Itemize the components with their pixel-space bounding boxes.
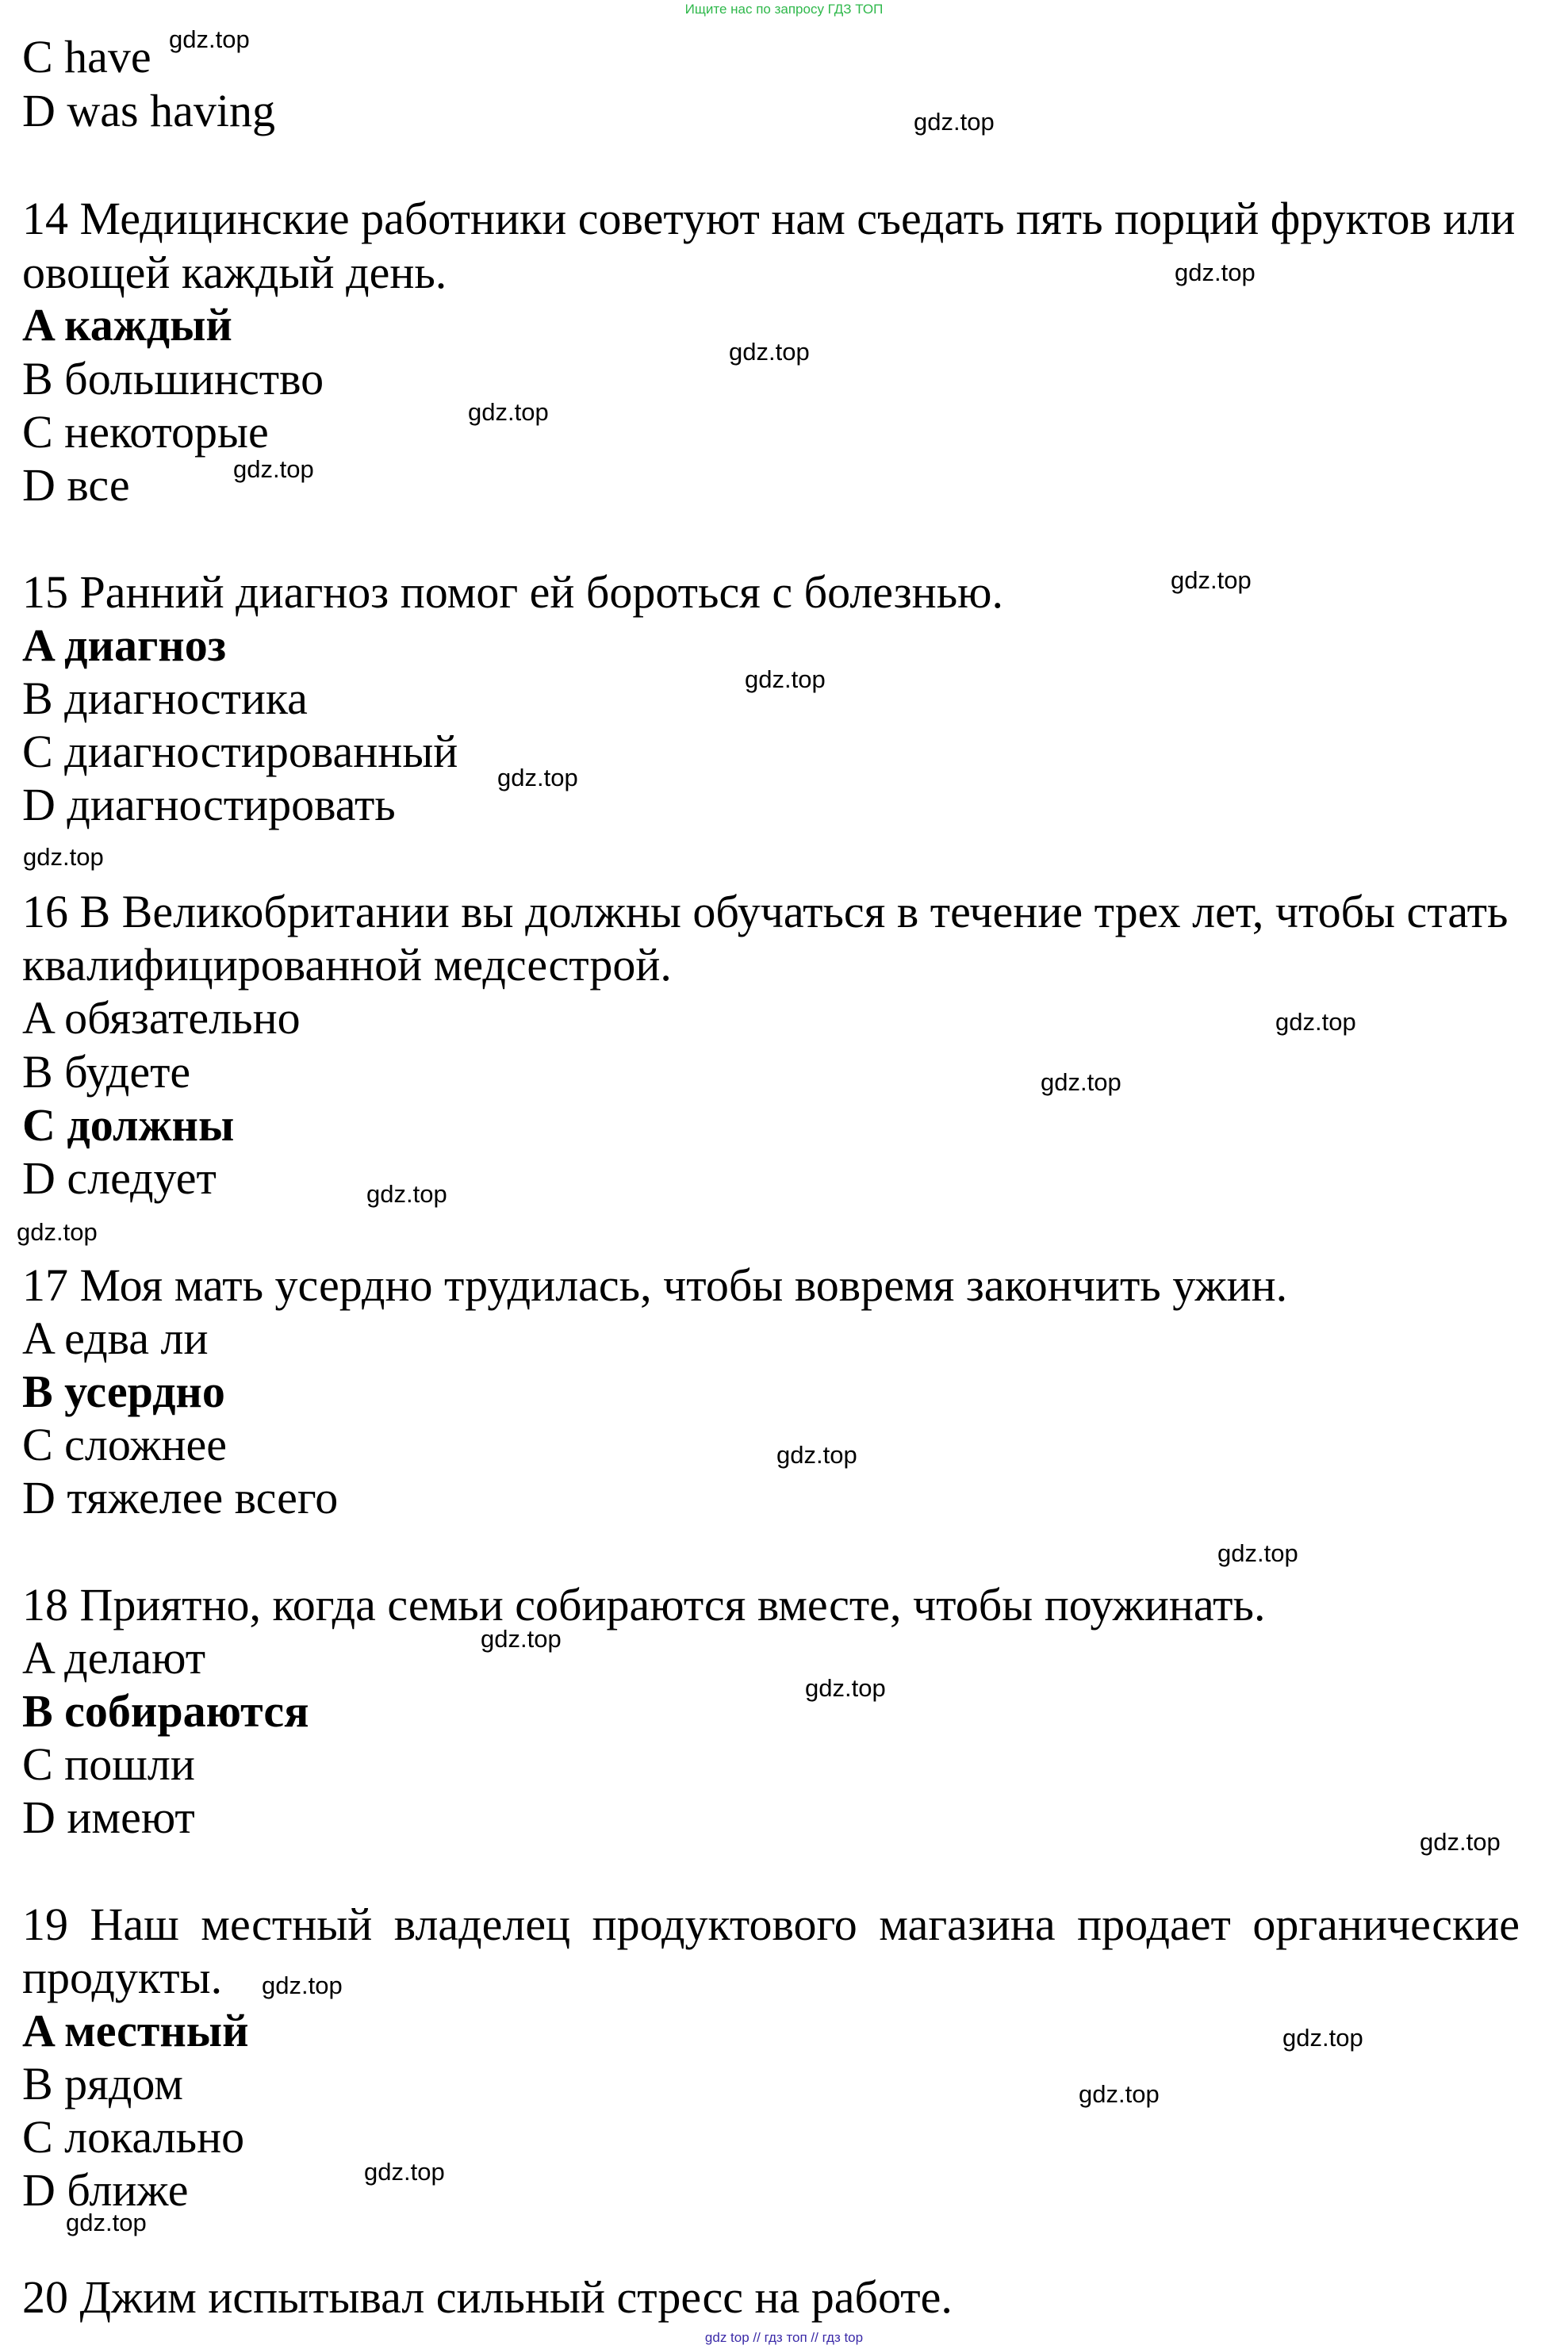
watermark: gdz.top (1282, 2024, 1363, 2052)
watermark: gdz.top (468, 398, 549, 426)
q18-option-a: A делают (22, 1632, 206, 1684)
q13-option-d: D was having (22, 85, 275, 136)
top-banner: Ищите нас по запросу ГДЗ ТОП (684, 2, 884, 17)
q18-option-d: D имеют (22, 1791, 195, 1843)
q19-option-c: C локально (22, 2111, 245, 2163)
q17-option-b: B усердно (22, 1366, 225, 1417)
q16-option-d: D следует (22, 1152, 217, 1204)
q14-option-a: A каждый (22, 299, 232, 351)
q15-option-c: C диагностированный (22, 726, 458, 777)
watermark: gdz.top (233, 455, 314, 483)
watermark: gdz.top (23, 843, 104, 871)
q16-text-line1: 16 В Великобритании вы должны обучаться в течение трех лет, чтобы стать (22, 886, 1509, 937)
watermark: gdz.top (745, 665, 826, 693)
watermark: gdz.top (481, 1625, 562, 1653)
q18-option-c: C пошли (22, 1738, 195, 1790)
q18-text-line1: 18 Приятно, когда семьи собираются вместе, чтобы поужинать. (22, 1579, 1266, 1631)
q17-option-d: D тяжелее всего (22, 1472, 339, 1523)
watermark: gdz.top (914, 108, 995, 136)
watermark: gdz.top (17, 1218, 98, 1246)
q15-option-b: B диагностика (22, 673, 308, 724)
q17-option-c: C сложнее (22, 1419, 228, 1470)
q17-option-a: A едва ли (22, 1312, 209, 1364)
q14-text-line2: овощей каждый день. (22, 247, 447, 298)
q14-text-line1: 14 Медицинские работники советуют нам съедать пять порций фруктов или (22, 193, 1516, 244)
q17-text-line1: 17 Моя мать усердно трудилась, чтобы вовремя закончить ужин. (22, 1259, 1288, 1311)
watermark: gdz.top (364, 2158, 445, 2186)
q16-option-c: C должны (22, 1099, 235, 1151)
watermark: gdz.top (805, 1674, 886, 1702)
watermark: gdz.top (1079, 2080, 1160, 2108)
q14-option-d: D все (22, 459, 130, 511)
watermark: gdz.top (366, 1180, 447, 1208)
watermark: gdz.top (169, 25, 250, 53)
watermark: gdz.top (1217, 1539, 1298, 1567)
watermark: gdz.top (66, 2209, 147, 2236)
q16-option-a: A обязательно (22, 992, 301, 1044)
q19-option-a: A местный (22, 2005, 249, 2056)
q18-option-b: B собираются (22, 1685, 309, 1737)
q19-text-line1: 19 Наш местный владелец продуктового магазина продает органические (22, 1899, 1520, 1950)
q13-option-c: C have (22, 31, 151, 82)
q16-text-line2: квалифицированной медсестрой. (22, 939, 672, 991)
watermark: gdz.top (1171, 566, 1252, 594)
watermark: gdz.top (776, 1441, 857, 1469)
watermark: gdz.top (729, 338, 810, 366)
q19-text-line2: продукты. (22, 1952, 223, 2003)
q19-option-b: B рядом (22, 2058, 183, 2110)
q14-option-c: C некоторые (22, 406, 269, 458)
q19-option-d: D ближе (22, 2164, 189, 2216)
watermark: gdz.top (1041, 1068, 1121, 1096)
q15-option-a: A диагноз (22, 619, 227, 671)
watermark: gdz.top (1420, 1828, 1501, 1856)
footer-watermark: gdz top // гдз топ // гдз top (704, 2330, 864, 2345)
watermark: gdz.top (497, 764, 578, 791)
q20-text-line1: 20 Джим испытывал сильный стресс на работе. (22, 2271, 953, 2323)
q16-option-b: B будете (22, 1046, 191, 1098)
q14-option-b: B большинство (22, 353, 324, 404)
watermark: gdz.top (1275, 1008, 1356, 1036)
q15-text-line1: 15 Ранний диагноз помог ей бороться с болезнью. (22, 566, 1003, 618)
watermark: gdz.top (1175, 259, 1256, 286)
watermark: gdz.top (262, 1972, 343, 1999)
q15-option-d: D диагностировать (22, 779, 396, 830)
